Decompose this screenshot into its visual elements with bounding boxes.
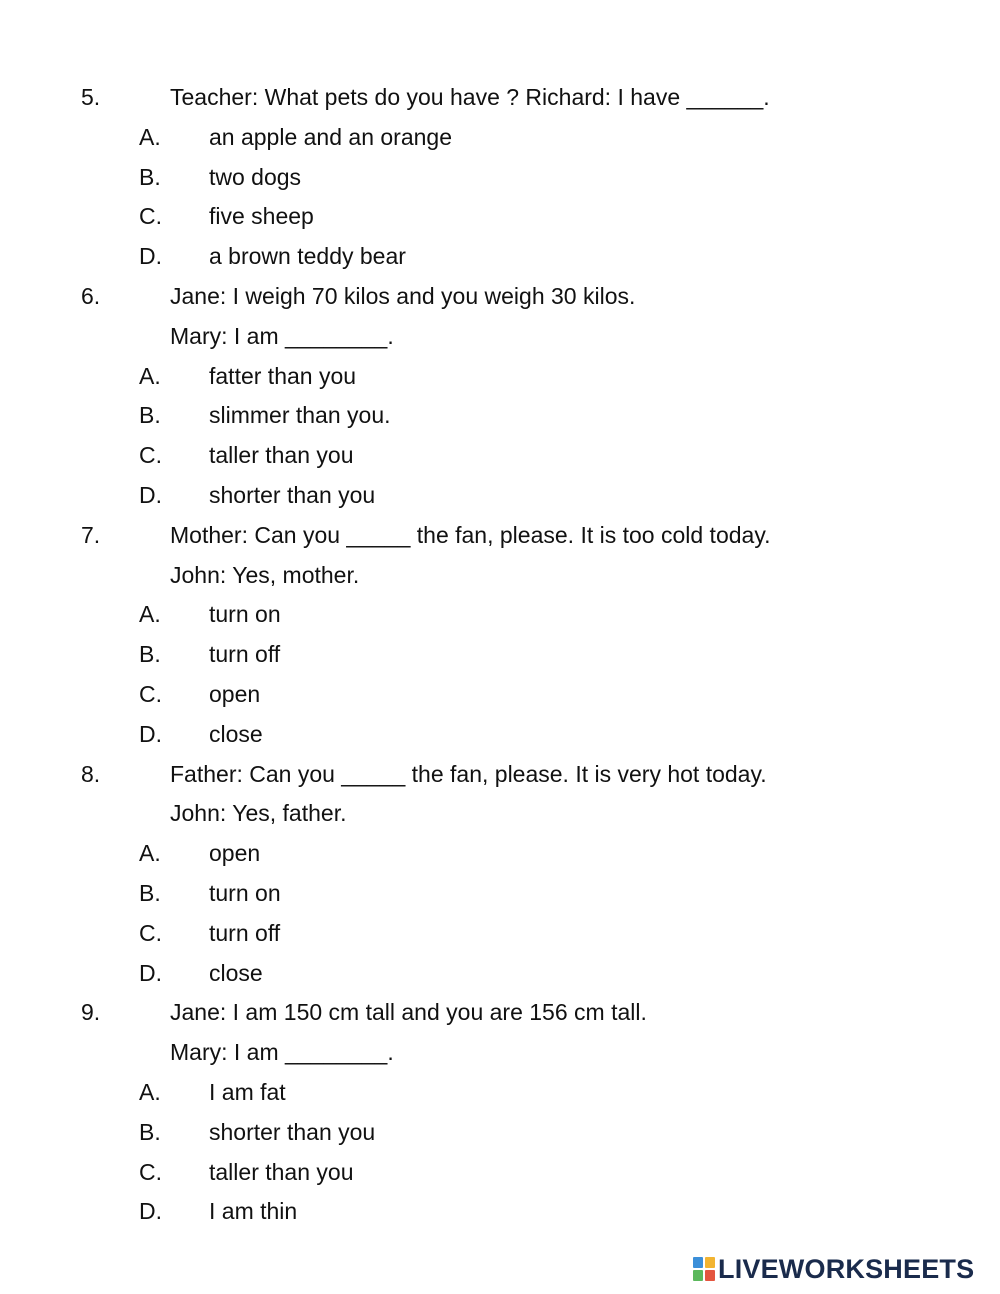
option-letter: A. [139,1079,161,1105]
question-number: 5. [81,84,101,110]
liveworksheets-brand [693,1254,974,1284]
logo-square-2 [705,1257,715,1268]
question-number: 9. [81,999,101,1026]
option-letter: C. [139,681,162,707]
option-text: open [209,840,261,867]
option-letter: B. [139,163,161,190]
option-letter: D. [139,243,162,270]
option-letter: C. [139,442,162,469]
option-letter: D. [139,1198,162,1225]
option-text: taller than you [209,442,354,469]
option-letter: B. [139,402,161,429]
option-text: close [209,959,263,986]
logo-square-3 [693,1270,703,1281]
option-text: slimmer than you. [209,402,391,429]
question-text-continued: John: Yes, mother. [170,561,360,588]
question-text-continued: Mary: I am ________. [170,322,394,349]
option-letter: D. [139,720,162,747]
option-text: a brown teddy bear [209,243,406,270]
option-text: turn off [209,919,281,946]
option-letter: A. [139,601,161,628]
question-number: 6. [81,283,101,309]
option-text: I am fat [209,1079,286,1105]
option-letter: B. [139,641,161,668]
option-text: turn on [209,880,281,906]
option-text: I am thin [209,1198,298,1225]
option-letter: C. [139,919,162,946]
option-letter: D. [139,482,162,508]
option-letter: A. [139,123,161,150]
question-text: Jane: I weigh 70 kilos and you weigh 30 kilos. [170,283,636,309]
option-text: taller than you [209,1158,354,1185]
option-text: fatter than you [209,362,357,389]
question-text: Teacher: What pets do you have ? Richard: I have ______. [170,84,770,110]
option-letter: D. [139,959,162,986]
liveworksheets-logo-icon [693,1257,715,1281]
question-text-continued: Mary: I am ________. [170,1039,394,1066]
option-text: five sheep [209,203,314,230]
question-number: 7. [81,521,101,548]
question-number: 8. [81,760,101,787]
logo-square-1 [693,1257,703,1268]
option-text: close [209,720,263,747]
option-text: turn on [209,601,281,628]
option-letter: A. [139,362,161,389]
logo-square-4 [705,1270,715,1281]
option-letter: C. [139,203,162,230]
option-letter: B. [139,880,161,906]
option-text: an apple and an orange [209,123,452,150]
option-text: shorter than you [209,1118,376,1145]
brand-text: LIVEWORKSHEETS [718,1254,975,1284]
question-text-continued: John: Yes, father. [170,800,347,827]
option-letter: C. [139,1158,162,1185]
question-text: Mother: Can you _____ the fan, please. It is too cold today. [170,521,771,548]
option-letter: A. [139,840,161,867]
option-text: shorter than you [209,482,376,508]
question-text: Jane: I am 150 cm tall and you are 156 cm tall. [170,999,647,1026]
option-text: turn off [209,641,281,668]
option-text: two dogs [209,163,302,190]
question-text: Father: Can you _____ the fan, please. It is very hot today. [170,760,767,787]
option-text: open [209,681,261,707]
option-letter: B. [139,1118,161,1145]
